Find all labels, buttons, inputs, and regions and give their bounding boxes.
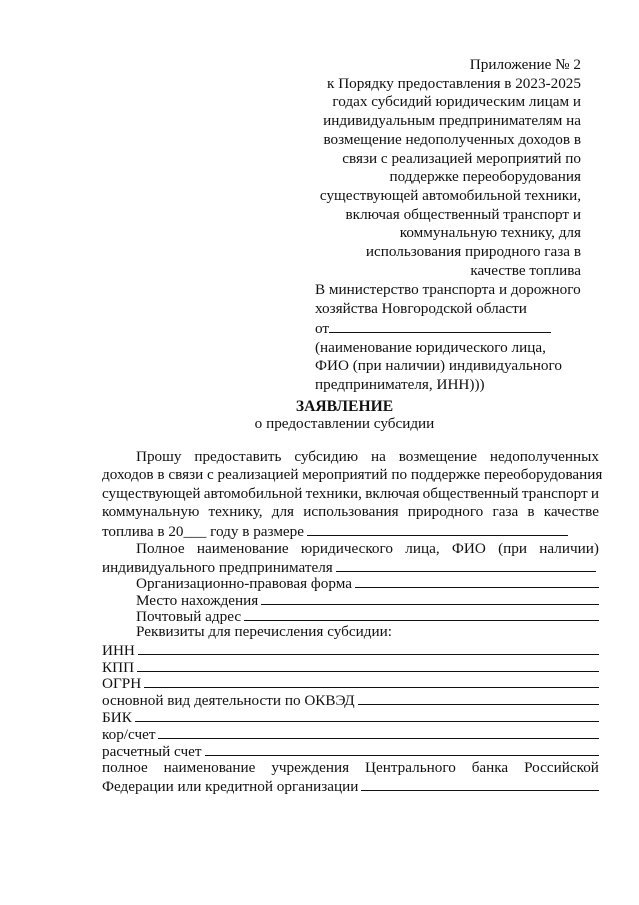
- appendix-line: качестве топлива: [470, 261, 581, 279]
- okved-field[interactable]: [358, 690, 599, 705]
- addressee-note: (наименование юридического лица,: [315, 338, 546, 356]
- inn-label: ИНН: [102, 642, 135, 659]
- appendix-line: коммунальную технику, для: [399, 224, 581, 242]
- appendix-line: связи с реализацией мероприятий по: [342, 149, 581, 167]
- request-line: коммунальную технику, для использования природного газа в качестве: [102, 503, 599, 520]
- okved-label: основной вид деятельности по ОКВЭД: [102, 692, 355, 709]
- subsidy-amount-row: [102, 521, 568, 539]
- ogrn-field[interactable]: [144, 673, 599, 688]
- ogrn-label: ОГРН: [102, 675, 142, 692]
- document-title: ЗАЯВЛЕНИЕ: [295, 398, 394, 415]
- document-subtitle: о предоставлении субсидии: [254, 415, 435, 432]
- request-line: существующей автомобильной техники, включая общественный транспорт и: [102, 485, 599, 502]
- subsidy-amount-field[interactable]: [307, 521, 568, 536]
- addressee-note: ФИО (при наличии) индивидуального: [315, 357, 562, 374]
- kpp-label: КПП: [102, 659, 135, 676]
- appendix-line: к Порядку предоставления в 2023-2025: [327, 74, 581, 92]
- request-line: Прошу предоставить субсидию на возмещение недополученных: [136, 448, 599, 465]
- bank-name-row: [102, 776, 599, 794]
- corr-account-label: кор/счет: [102, 726, 156, 743]
- bank-name-field[interactable]: [361, 776, 599, 791]
- requisites-heading: Реквизиты для перечисления субсидии:: [136, 623, 392, 640]
- appendix-line: использования природного газа в: [365, 243, 581, 261]
- location-label: Место нахождения: [136, 592, 259, 609]
- from-blank-field[interactable]: [329, 318, 551, 333]
- bank-name-line: полное наименование учреждения Центрального банка Российской: [102, 759, 599, 776]
- settlement-account-label: расчетный счет: [102, 743, 202, 760]
- bik-field[interactable]: [135, 707, 599, 722]
- full-name-line: Полное наименование юридического лица, ФИО (при наличии): [136, 540, 599, 557]
- request-line: доходов в связи с реализацией мероприятий по поддержке переоборудования: [102, 466, 603, 483]
- postal-address-label: Почтовый адрес: [136, 608, 242, 625]
- org-form-field[interactable]: [355, 573, 599, 588]
- inn-row: [102, 640, 599, 658]
- from-line: [315, 318, 595, 339]
- ogrn-row: [102, 673, 599, 691]
- settlement-account-field[interactable]: [205, 741, 600, 756]
- appendix-header: [300, 56, 581, 280]
- appendix-line: включая общественный транспорт и: [345, 205, 581, 223]
- from-label: от: [315, 320, 330, 337]
- appendix-line: возмещение недополученных доходов в: [323, 130, 581, 148]
- bik-row: [102, 707, 599, 725]
- addressee-line: В министерство транспорта и дорожного: [315, 281, 581, 298]
- postal-address-row: [102, 606, 599, 624]
- addressee-block: [315, 281, 595, 394]
- okved-row: [102, 690, 599, 708]
- org-form-label: Организационно-правовая форма: [136, 575, 352, 592]
- appendix-line: индивидуальным предпринимателям на: [323, 112, 581, 130]
- corr-account-row: [102, 724, 599, 742]
- location-field[interactable]: [261, 590, 599, 605]
- corr-account-field[interactable]: [158, 724, 599, 739]
- addressee-note: предпринимателя, ИНН))): [315, 375, 485, 393]
- postal-address-field[interactable]: [244, 606, 599, 621]
- full-name-label: индивидуального предпринимателя: [102, 559, 333, 576]
- org-form-row: [102, 573, 599, 591]
- appendix-line: существующей автомобильной техники,: [319, 186, 581, 204]
- full-name-field[interactable]: [336, 557, 596, 572]
- subsidy-amount-label: топлива в 20___ году в размере: [102, 523, 305, 540]
- addressee-line: хозяйства Новгородской области: [315, 299, 527, 317]
- appendix-line: поддержке переоборудования: [389, 168, 581, 186]
- bik-label: БИК: [102, 709, 132, 726]
- kpp-field[interactable]: [137, 657, 599, 672]
- appendix-line: годах субсидий юридическим лицам и: [332, 93, 581, 111]
- inn-field[interactable]: [138, 640, 599, 655]
- bank-name-label: Федерации или кредитной организации: [102, 778, 359, 795]
- settlement-account-row: [102, 741, 599, 759]
- appendix-line: Приложение № 2: [469, 56, 581, 73]
